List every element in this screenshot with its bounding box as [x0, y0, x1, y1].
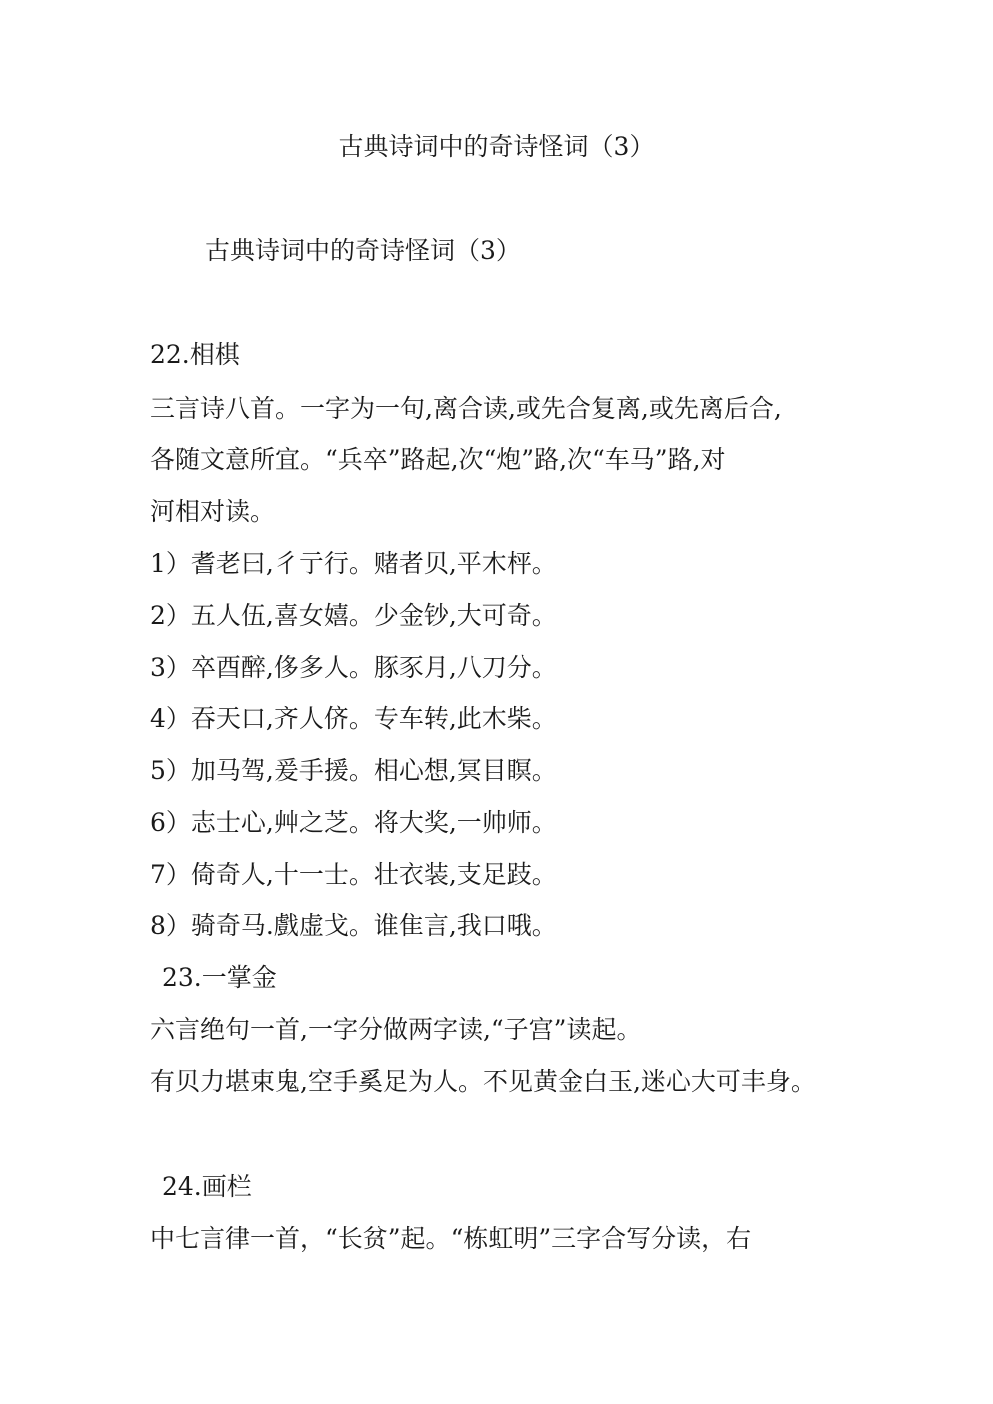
- section-heading-23: 23.一掌金: [162, 963, 277, 992]
- poem-line: 6）志士心,艸之芝。将大奖,一帅师。: [150, 808, 557, 837]
- section-heading-22: 22.相棋: [150, 340, 240, 369]
- poem-line: 8）骑奇马.戲虚戈。谁隹言,我口哦。: [150, 911, 557, 940]
- paragraph-line: 六言绝句一首,一字分做两字读,“子宫”读起。: [150, 1015, 642, 1044]
- poem-line: 1）耆老曰,彳亍行。赌者贝,平木枰。: [150, 549, 557, 578]
- document-subtitle: 古典诗词中的奇诗怪词（3）: [205, 236, 521, 265]
- paragraph-line: 各随文意所宜。“兵卒”路起,次“炮”路,次“车马”路,对: [150, 445, 726, 474]
- section-heading-24: 24.画栏: [162, 1172, 252, 1201]
- poem-line: 3）卒酉醉,侈多人。豚豕月,八刀分。: [150, 653, 557, 682]
- paragraph-line: 河相对读。: [150, 497, 276, 526]
- paragraph-line: 中七言律一首，“长贫”起。“栋虹明”三字合写分读，右: [150, 1224, 752, 1253]
- poem-line: 5）加马驾,爰手援。相心想,冥目瞑。: [150, 756, 557, 785]
- poem-line: 2）五人伍,喜女嬉。少金钞,大可奇。: [150, 601, 557, 630]
- poem-line: 有贝力堪束鬼,空手奚足为人。不见黄金白玉,迷心大可丰身。: [150, 1067, 816, 1096]
- poem-line: 7）倚奇人,十一士。壮衣装,支足跂。: [150, 860, 557, 889]
- document-title: 古典诗词中的奇诗怪词（3）: [338, 132, 655, 161]
- poem-line: 4）吞天口,齐人侪。专车转,此木柴。: [150, 704, 557, 733]
- paragraph-line: 三言诗八首。一字为一句,离合读,或先合复离,或先离后合,: [150, 394, 782, 423]
